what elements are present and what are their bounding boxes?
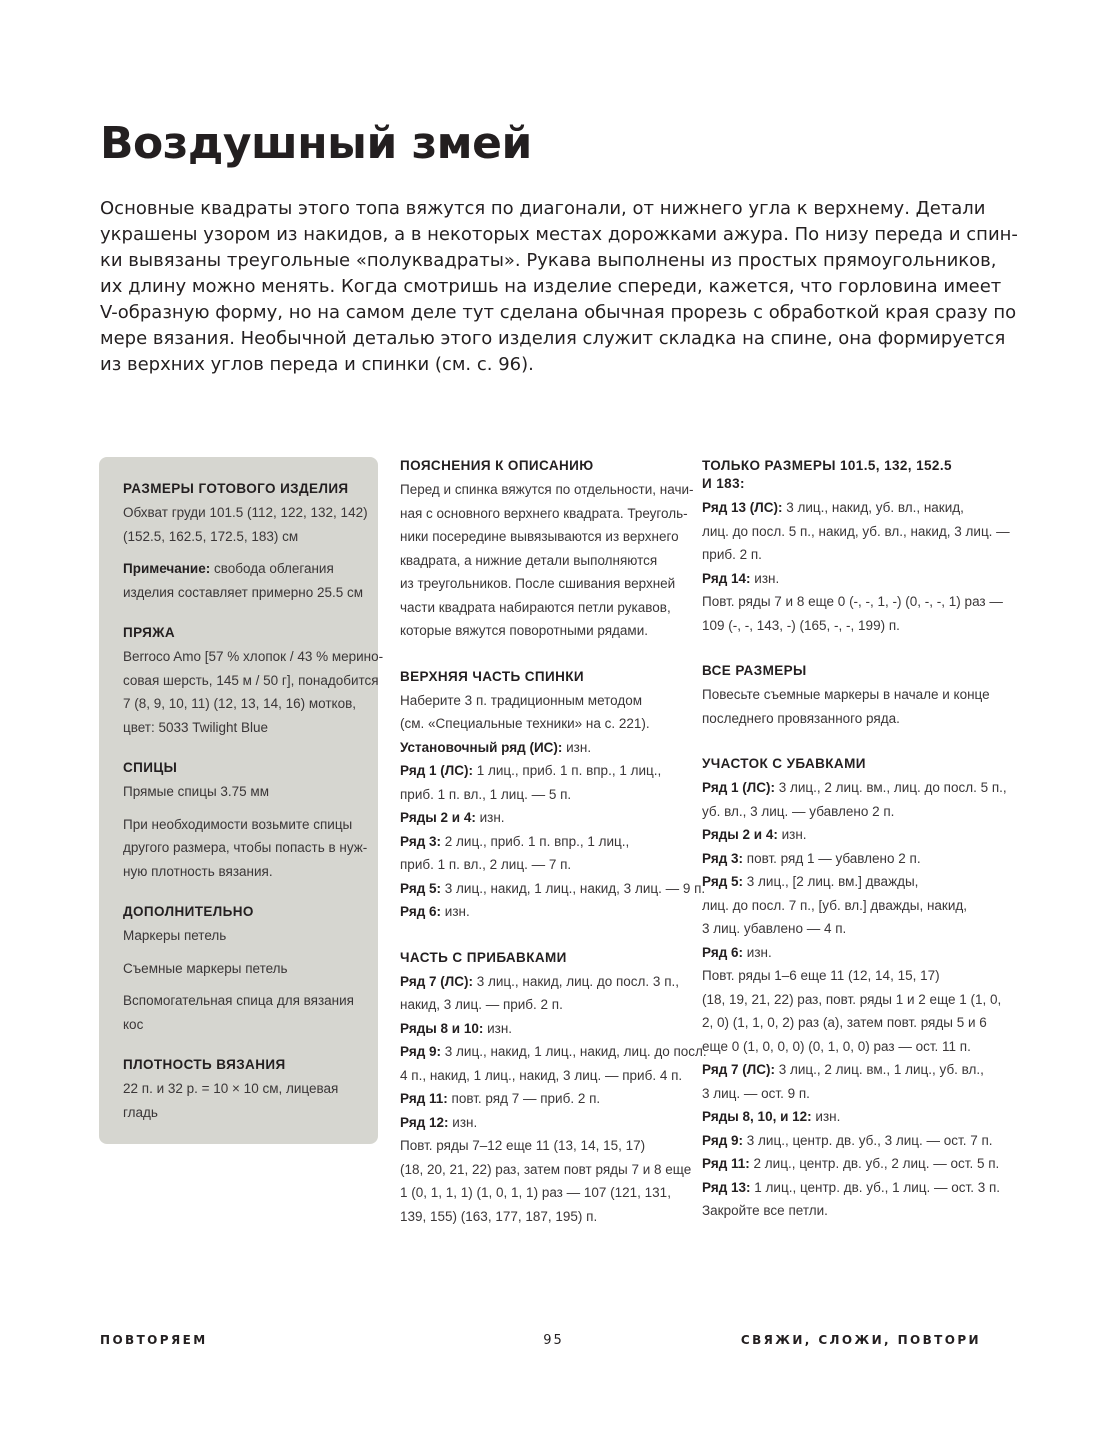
text-line: Вспомогательная спица для вязания: [123, 993, 354, 1008]
row-label: Ряд 11:: [702, 1156, 750, 1171]
heading-line: И 183:: [702, 476, 745, 491]
instruction-line: [400, 830, 685, 854]
row-text: 1 (0, 1, 1, 1) (1, 0, 1, 1) раз — 107 (121, 131,: [400, 1185, 671, 1200]
instruction-line: [702, 520, 1010, 544]
row-text: Повт. ряды 7 и 8 еще 0 (-, -, 1, -) (0, -, -, 1) раз —: [702, 594, 1003, 609]
note-text: свобода облегания: [210, 561, 334, 576]
intro-line: мере вязания. Необычной деталью этого изделия служит складка на спине, она формируется: [100, 328, 1006, 349]
instruction-line: [702, 823, 992, 847]
row-text: 3 лиц., [2 лиц. вм.] дважды,: [743, 874, 919, 889]
row-text: приб. 2 п.: [702, 547, 762, 562]
row-text: 3 лиц., центр. дв. уб., 3 лиц. — ост. 7 п.: [743, 1132, 993, 1148]
instruction-line: [400, 993, 685, 1017]
text-line: из треугольников. После сшивания верхней: [400, 576, 676, 591]
instruction-line: [702, 614, 992, 638]
row-label: Ряд 13 (ЛС):: [702, 500, 783, 515]
instruction-line: [400, 1111, 685, 1135]
row-text: еще 0 (1, 0, 0, 0) (0, 1, 0, 0) раз — ост. 11 п.: [702, 1038, 971, 1054]
instructions-column-1: [400, 457, 707, 1253]
instruction-line: [400, 759, 685, 783]
instruction-line: [702, 543, 992, 567]
text-line: квадрата, а нижние детали выполняются: [400, 552, 658, 568]
intro-line: их длину можно менять. Когда смотришь на изделие спереди, кажется, что горловина имеет: [100, 276, 1002, 297]
instruction-line: [400, 900, 685, 924]
text-line: совая шерсть, 145 м / 50 г], понадобится: [123, 672, 379, 688]
instruction-line: [702, 964, 992, 988]
row-text: 109 (-, -, 143, -) (165, -, -, 199) п.: [702, 617, 900, 633]
instruction-line: [702, 800, 992, 824]
sizes-section: [123, 480, 368, 604]
row-label: Ряд 11:: [400, 1091, 448, 1106]
text-line: Съемные маркеры петель: [123, 960, 288, 976]
row-label: Ряд 3:: [702, 850, 744, 866]
row-label: Ряды 2 и 4:: [702, 827, 778, 842]
instruction-line: [702, 567, 992, 591]
section-heading: ЧАСТЬ С ПРИБАВКАМИ: [400, 949, 567, 965]
row-text: (18, 20, 21, 22) раз, затем повт ряды 7 и 8 еще: [400, 1161, 692, 1177]
section-heading: СПИЦЫ: [123, 760, 178, 775]
row-label: Ряд 5:: [702, 874, 744, 889]
notes-section: [400, 457, 694, 643]
section-heading: [702, 457, 992, 493]
text-line: гладь: [123, 1104, 158, 1120]
row-label: Ряд 1 (ЛС):: [702, 780, 775, 795]
row-text: 1 лиц., центр. дв. уб., 1 лиц. — ост. 3 п.: [750, 1179, 1001, 1195]
text-line: Перед и спинка вяжутся по отдельности, начи-: [400, 482, 694, 497]
instruction-line: [702, 496, 992, 520]
row-text: Закройте все петли.: [702, 1203, 828, 1218]
text-line: Повесьте съемные маркеры в начале и конце: [702, 687, 990, 702]
heading-line: ТОЛЬКО РАЗМЕРЫ 101.5, 132, 152.5: [702, 458, 952, 473]
text-line: ная с основного верхнего квадрата. Треуголь-: [400, 505, 688, 521]
intro-paragraph: [100, 196, 1018, 378]
row-text: уб. вл., 3 лиц. — убавлено 2 п.: [702, 803, 895, 819]
instruction-line: [400, 1134, 685, 1158]
row-label: Ряды 8 и 10:: [400, 1020, 484, 1036]
text-line: ную плотность вязания.: [123, 863, 273, 879]
instruction-line: [400, 689, 685, 713]
row-text: 139, 155) (163, 177, 187, 195) п.: [400, 1208, 598, 1224]
row-text: 3 лиц., накид, лиц. до посл. 3 п.,: [473, 973, 680, 989]
text-line: Berroco Amo [57 % хлопок / 43 % мерино-: [123, 649, 384, 664]
section-heading: ВСЕ РАЗМЕРЫ: [702, 663, 807, 678]
instruction-line: [400, 1064, 685, 1088]
row-text: изн.: [448, 1114, 478, 1130]
back-top-section: [400, 668, 706, 924]
section-heading: ПОЯСНЕНИЯ К ОПИСАНИЮ: [400, 458, 594, 473]
instructions-column-2: [702, 457, 1010, 1248]
instruction-line: [702, 1152, 1000, 1176]
instruction-line: [702, 590, 1003, 614]
row-text: изн.: [811, 1109, 841, 1124]
instruction-line: [400, 1017, 685, 1041]
gauge-section: [123, 1056, 363, 1124]
row-text: 4 п., накид, 1 лиц., накид, 3 лиц. — приб. 4 п.: [400, 1067, 683, 1083]
text-line: части квадрата набираются петли рукавов,: [400, 599, 671, 615]
row-label: Ряд 13:: [702, 1179, 751, 1195]
row-text: 3 лиц., накид, 1 лиц., накид, лиц. до посл.: [441, 1044, 707, 1059]
instruction-line: [702, 1035, 992, 1059]
only-sizes-section: [702, 457, 1010, 637]
row-text: 3 лиц. убавлено — 4 п.: [702, 921, 847, 936]
row-label: Ряд 14:: [702, 570, 751, 586]
text-line: Обхват груди 101.5 (112, 122, 132, 142): [123, 505, 368, 520]
row-text: (18, 19, 21, 22) раз, повт. ряды 1 и 2 еще 1 (1, 0,: [702, 991, 1002, 1007]
row-text: 2 лиц., центр. дв. уб., 2 лиц. — ост. 5 п.: [749, 1156, 1000, 1171]
row-text: Наберите 3 п. традиционным методом: [400, 692, 643, 708]
page-title: Воздушный змей: [100, 118, 532, 169]
text-line: кос: [123, 1016, 144, 1032]
instruction-line: [400, 1158, 692, 1182]
footer-book-title: СВЯЖИ, СЛОЖИ, ПОВТОРИ: [740, 1333, 981, 1347]
row-text: 2 лиц., приб. 1 п. впр., 1 лиц.,: [441, 833, 630, 849]
instruction-line: [702, 1129, 992, 1153]
row-text: изн.: [562, 739, 592, 755]
intro-line: Основные квадраты этого топа вяжутся по диагонали, от нижнего угла к верхнему. Детали: [100, 198, 986, 219]
footer-section-label: ПОВТОРЯЕМ: [100, 1333, 208, 1347]
instruction-line: [400, 806, 685, 830]
row-text: 1 лиц., приб. 1 п. впр., 1 лиц.,: [473, 763, 662, 778]
text-line: При необходимости возьмите спицы: [123, 816, 353, 832]
text-line: (152.5, 162.5, 172.5, 183) см: [123, 528, 299, 544]
row-list: [400, 689, 706, 924]
row-text: 3 лиц., 2 лиц. вм., лиц. до посл. 5 п.,: [775, 780, 1007, 795]
yarn-section: [123, 624, 384, 739]
needles-section: [123, 759, 368, 883]
section-heading: УЧАСТОК С УБАВКАМИ: [702, 756, 866, 771]
row-label: Ряд 6:: [702, 944, 744, 960]
intro-line: V-образную форму, но на самом деле тут сделана обычная прорезь с обработкой края сразу по: [100, 302, 1017, 323]
instruction-line: [702, 1105, 992, 1129]
instruction-line: [702, 1199, 992, 1223]
text-line: Маркеры петель: [123, 928, 227, 943]
row-text: накид, 3 лиц. — приб. 2 п.: [400, 997, 563, 1012]
row-text: 3 лиц., накид, 1 лиц., накид, 3 лиц. — 9 п.: [441, 880, 706, 896]
section-heading: ПЛОТНОСТЬ ВЯЗАНИЯ: [123, 1057, 286, 1072]
note-label: Примечание:: [123, 561, 211, 576]
row-list: [702, 496, 1010, 637]
row-list: [400, 970, 707, 1229]
row-text: изн.: [777, 827, 807, 842]
note-line: [123, 557, 363, 581]
instruction-line: [702, 988, 1002, 1012]
row-text: (см. «Специальные техники» на с. 221).: [400, 716, 650, 731]
row-label: Ряд 7 (ЛС):: [702, 1062, 775, 1077]
row-list: [702, 776, 1007, 1223]
row-text: 2, 0) (1, 1, 0, 2) раз (а), затем повт. ряды 5 и 6: [702, 1015, 987, 1030]
instruction-line: [400, 712, 685, 736]
row-label: Ряд 7 (ЛС):: [400, 973, 473, 989]
row-text: повт. ряд 1 — убавлено 2 п.: [743, 850, 921, 866]
row-text: повт. ряд 7 — приб. 2 п.: [447, 1091, 601, 1106]
row-label: Ряд 5:: [400, 880, 442, 896]
row-label: Ряд 3:: [400, 833, 442, 849]
row-text: лиц. до посл. 7 п., [уб. вл.] дважды, накид,: [702, 897, 967, 913]
row-label: Установочный ряд (ИС):: [400, 739, 563, 755]
section-heading: ВЕРХНЯЯ ЧАСТЬ СПИНКИ: [400, 668, 585, 684]
row-label: Ряд 6:: [400, 904, 442, 919]
page-number: 95: [543, 1333, 564, 1348]
instruction-line: [702, 776, 1007, 800]
intro-line: ки вывязаны треугольные «полуквадраты». Рукава выполнены из простых прямоугольников,: [100, 250, 997, 271]
text-line: последнего провязанного ряда.: [702, 710, 900, 726]
row-text: 3 лиц. — ост. 9 п.: [702, 1085, 810, 1101]
row-text: приб. 1 п. вл., 1 лиц. — 5 п.: [400, 786, 572, 802]
instruction-line: [400, 1087, 685, 1111]
row-text: изн.: [475, 810, 505, 825]
row-text: изн.: [750, 570, 780, 586]
increases-section: [400, 949, 707, 1229]
section-heading: РАЗМЕРЫ ГОТОВОГО ИЗДЕЛИЯ: [123, 481, 349, 496]
intro-line: из верхних углов переда и спинки (см. с. 96).: [100, 354, 534, 375]
instruction-line: [702, 941, 992, 965]
instruction-line: [702, 1011, 992, 1035]
extra-section: [123, 903, 363, 1036]
note-line: изделия составляет примерно 25.5 см: [123, 584, 364, 600]
row-label: Ряды 8, 10, и 12:: [702, 1109, 812, 1124]
row-label: Ряд 9:: [400, 1044, 442, 1059]
instruction-line: [702, 917, 992, 941]
text-line: 22 п. и 32 р. = 10 × 10 см, лицевая: [123, 1081, 339, 1096]
text-line: 7 (8, 9, 10, 11) (12, 13, 14, 16) мотков,: [123, 696, 357, 711]
row-text: приб. 1 п. вл., 2 лиц. — 7 п.: [400, 857, 572, 872]
row-text: Повт. ряды 7–12 еще 11 (13, 14, 15, 17): [400, 1138, 646, 1153]
row-text: 3 лиц., накид, уб. вл., накид,: [782, 500, 964, 515]
instruction-line: [702, 1176, 1001, 1200]
text-line: другого размера, чтобы попасть в нуж-: [123, 840, 368, 855]
instruction-line: [702, 1058, 992, 1082]
section-heading: ПРЯЖА: [123, 625, 176, 640]
instruction-line: [400, 1205, 685, 1229]
instruction-line: [400, 853, 685, 877]
row-text: лиц. до посл. 5 п., накид, уб. вл., накид, 3 лиц. —: [702, 523, 1010, 539]
row-text: изн.: [743, 944, 772, 960]
text-line: цвет: 5033 Twilight Blue: [123, 719, 269, 735]
section-heading: ДОПОЛНИТЕЛЬНО: [123, 904, 254, 919]
row-label: Ряд 9:: [702, 1132, 744, 1148]
instruction-line: [400, 736, 685, 760]
materials-sidebar: [99, 457, 384, 1144]
row-text: 3 лиц., 2 лиц. вм., 1 лиц., уб. вл.,: [775, 1062, 984, 1077]
row-text: Повт. ряды 1–6 еще 11 (12, 14, 15, 17): [702, 968, 940, 983]
row-label: Ряды 2 и 4:: [400, 810, 476, 825]
text-line: которые вяжутся поворотными рядами.: [400, 623, 648, 638]
row-label: Ряд 1 (ЛС):: [400, 763, 473, 778]
instruction-line: [400, 783, 685, 807]
instruction-line: [400, 970, 685, 994]
instruction-line: [702, 870, 992, 894]
instruction-line: [702, 1082, 992, 1106]
row-label: Ряд 12:: [400, 1114, 449, 1130]
instruction-line: [400, 1040, 707, 1064]
row-text: изн.: [483, 1020, 513, 1036]
instruction-line: [400, 877, 706, 901]
text-line: ники посередине вывязываются из верхнего: [400, 529, 679, 544]
instruction-line: [702, 847, 992, 871]
instruction-line: [400, 1181, 685, 1205]
decreases-section: [702, 755, 1007, 1223]
row-text: изн.: [441, 904, 470, 919]
text-line: Прямые спицы 3.75 мм: [123, 784, 269, 799]
all-sizes-section: [702, 662, 992, 730]
intro-line: украшены узором из накидов, а в некоторых местах дорожками ажура. По низу переда и спин-: [100, 224, 1018, 245]
instruction-line: [702, 894, 992, 918]
